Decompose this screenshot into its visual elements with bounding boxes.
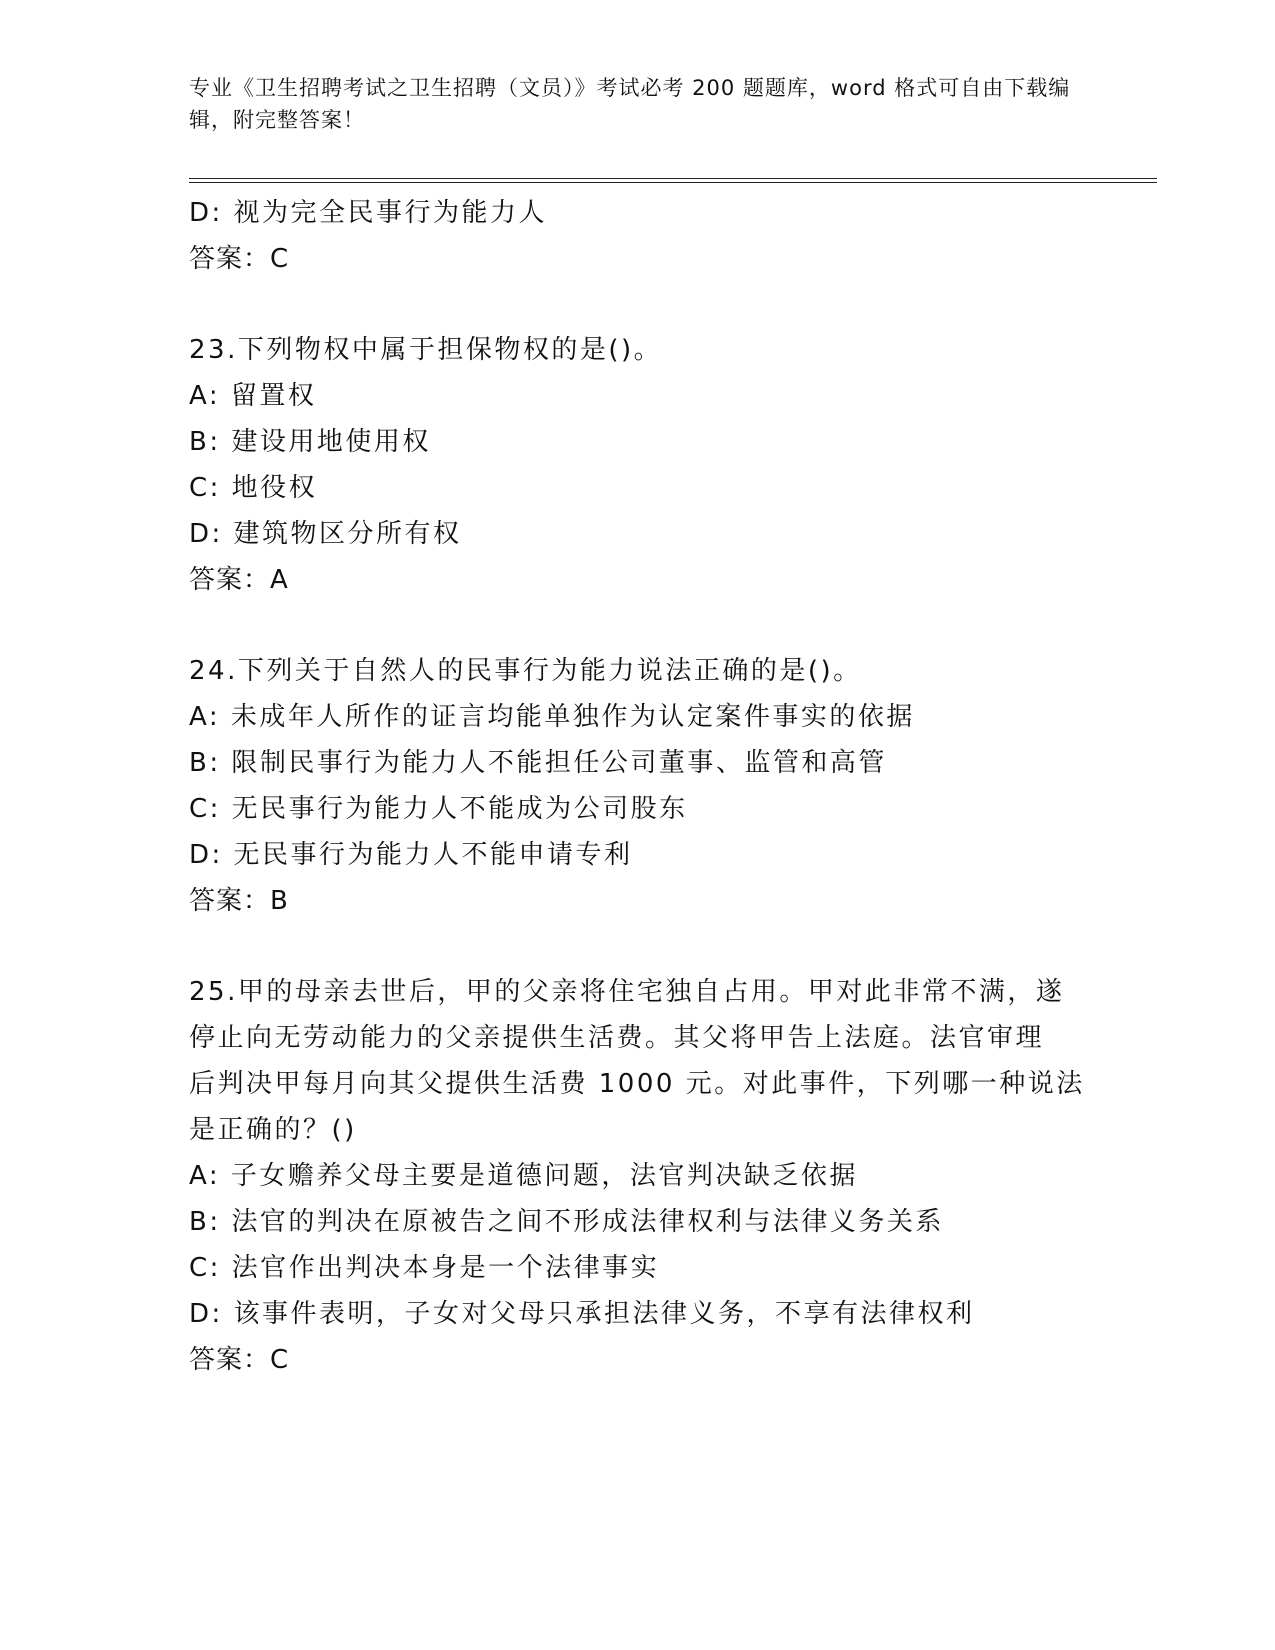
question-23 (189, 327, 1089, 603)
option-d: D: 无民事行为能力人不能申请专利 (189, 840, 633, 870)
option-a: A: 未成年人所作的证言均能单独作为认定案件事实的依据 (189, 702, 915, 732)
option-b: B: 建设用地使用权 (189, 427, 431, 457)
question-stem: 24.下列关于自然人的民事行为能力说法正确的是()。 (189, 656, 862, 686)
option-c: C: 法官作出判决本身是一个法律事实 (189, 1253, 660, 1283)
question-content (189, 190, 1089, 1383)
question-stem-line: 是正确的？() (189, 1115, 357, 1145)
answer: 答案：A (189, 565, 289, 595)
option-d: D: 建筑物区分所有权 (189, 519, 462, 549)
option-b: B: 限制民事行为能力人不能担任公司董事、监管和高管 (189, 748, 887, 778)
document-header (189, 72, 1089, 136)
header-title: 专业《卫生招聘考试之卫生招聘（文员）》考试必考 200 题题库，word 格式可自由下载编辑，附完整答案！ (189, 76, 1071, 132)
option-a: A: 留置权 (189, 381, 317, 411)
spacer (189, 282, 1089, 327)
question-24 (189, 648, 1089, 924)
option-d: D: 视为完全民事行为能力人 (189, 198, 548, 228)
option-c: C: 地役权 (189, 473, 318, 503)
answer: 答案：B (189, 886, 289, 916)
question-25 (189, 969, 1089, 1383)
header-divider-top (189, 178, 1157, 179)
question-stem-line: 25.甲的母亲去世后，甲的父亲将住宅独自占用。甲对此非常不满，遂 (189, 977, 1065, 1007)
question-stem-line: 后判决甲每月向其父提供生活费 1000 元。对此事件，下列哪一种说法 (189, 1069, 1085, 1099)
header-divider-bottom (189, 182, 1157, 183)
answer: 答案：C (189, 244, 290, 274)
option-b: B: 法官的判决在原被告之间不形成法律权利与法律义务关系 (189, 1207, 944, 1237)
option-a: A: 子女赡养父母主要是道德问题，法官判决缺乏依据 (189, 1161, 858, 1191)
option-d: D: 该事件表明，子女对父母只承担法律义务，不享有法律权利 (189, 1299, 975, 1329)
question-stem-line: 停止向无劳动能力的父亲提供生活费。其父将甲告上法庭。法官审理 (189, 1023, 1045, 1053)
spacer (189, 924, 1089, 969)
answer: 答案：C (189, 1345, 290, 1375)
option-c: C: 无民事行为能力人不能成为公司股东 (189, 794, 688, 824)
question-stem: 23.下列物权中属于担保物权的是()。 (189, 335, 663, 365)
spacer (189, 603, 1089, 648)
